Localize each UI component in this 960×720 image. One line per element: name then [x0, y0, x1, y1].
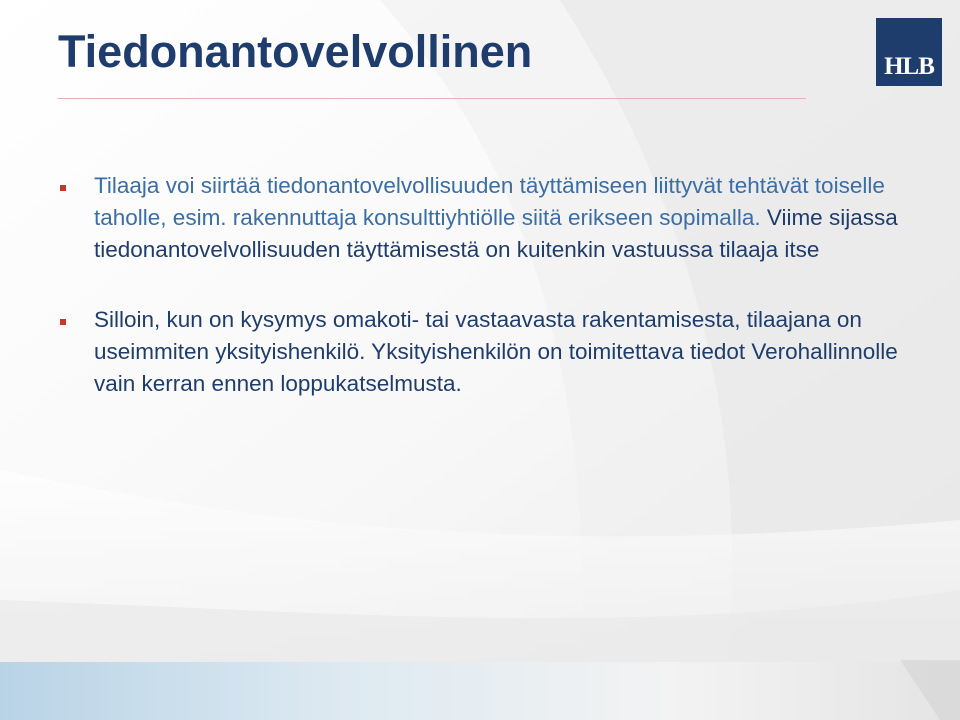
bullet-item: [60, 170, 920, 266]
title-divider: [58, 98, 806, 99]
bullet-text: [94, 170, 920, 266]
slide-title: Tiedonantovelvollinen: [58, 26, 533, 77]
bullet-text-main: Viime sijassa tiedonantovelvollisuuden täyttämisestä on kuitenkin vastuussa tilaaja itse: [94, 205, 898, 262]
bullet-item: [60, 304, 920, 400]
bullet-marker-icon: [60, 319, 66, 325]
bullet-marker-icon: [60, 185, 66, 191]
bullet-text: Silloin, kun on kysymys omakoti- tai vastaavasta rakentamisesta, tilaajana on useimmiten yksityishenkilö. Yksityishenkilön on toimitettava tiedot Verohallinnolle vain kerran ennen loppukatselmusta.: [94, 307, 898, 396]
bullet-text-accent: Tilaaja voi siirtää tiedonantovelvollisuuden täyttämiseen liittyvät tehtävät toiselle taholle, esim. rakennuttaja konsulttiyhtiölle siitä erikseen sopimalla.: [94, 173, 885, 230]
bullet-list: [60, 170, 920, 400]
hlb-logo: HLB: [876, 18, 942, 86]
